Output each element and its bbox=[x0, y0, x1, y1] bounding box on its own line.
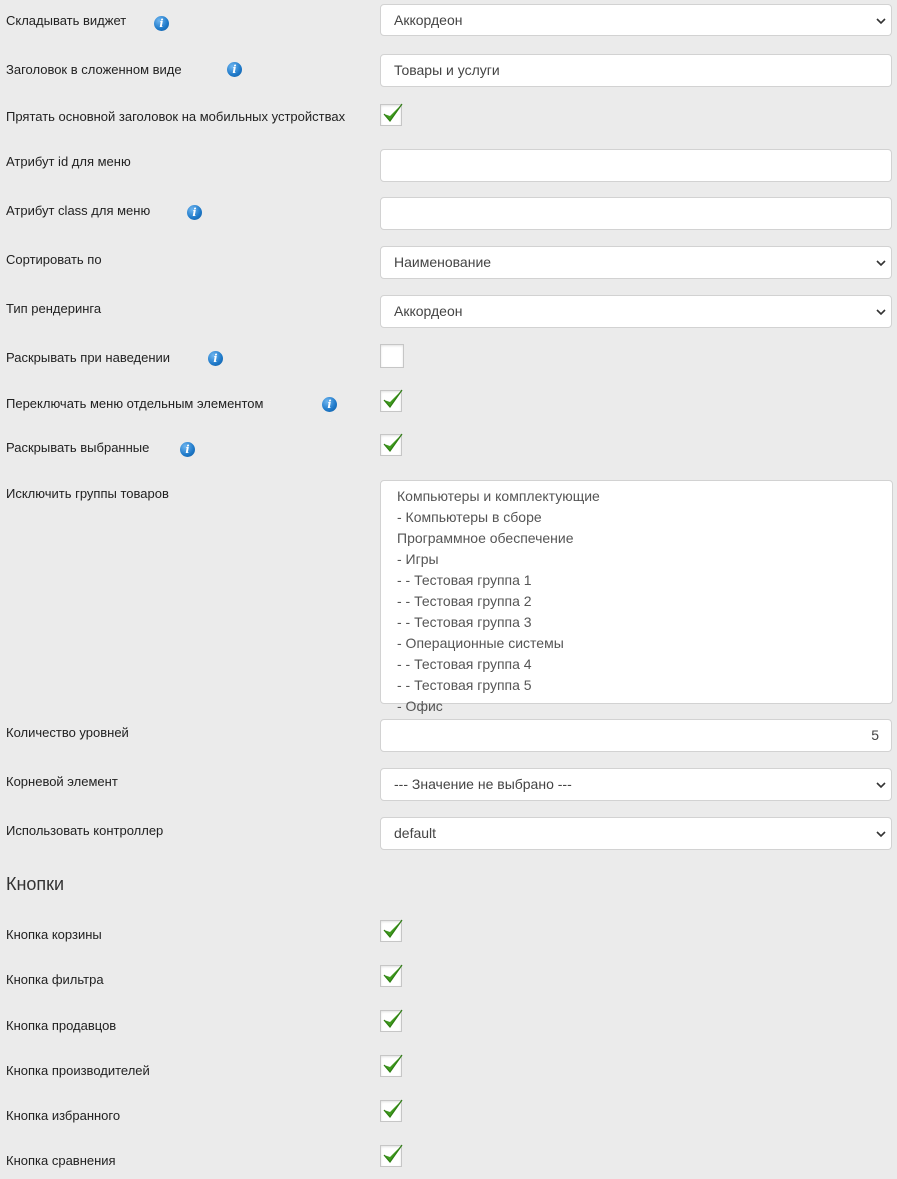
list-item[interactable]: - - Тестовая группа 2 bbox=[397, 593, 532, 609]
collapse-widget-select[interactable] bbox=[380, 4, 892, 36]
collapsed-title-value: Товары и услуги bbox=[394, 62, 500, 78]
menu-class-label: Атрибут class для меню bbox=[6, 203, 151, 218]
compare-button-checkbox[interactable] bbox=[380, 1145, 402, 1167]
menu-id-input[interactable] bbox=[380, 149, 892, 182]
info-icon[interactable]: i bbox=[187, 205, 202, 220]
toggle-separate-label: Переключать меню отдельным элементом bbox=[6, 396, 264, 411]
info-icon[interactable]: i bbox=[154, 16, 169, 31]
use-controller-value: default bbox=[394, 825, 437, 841]
sellers-button-checkbox[interactable] bbox=[380, 1010, 402, 1032]
chevron-down-icon bbox=[875, 828, 887, 840]
info-icon[interactable]: i bbox=[322, 397, 337, 412]
info-icon[interactable]: i bbox=[180, 442, 195, 457]
expand-selected-checkbox[interactable] bbox=[380, 434, 402, 456]
list-item[interactable]: - Компьютеры в сборе bbox=[397, 509, 542, 525]
levels-count-input[interactable] bbox=[380, 719, 892, 752]
use-controller-select[interactable] bbox=[380, 817, 892, 850]
render-type-label: Тип рендеринга bbox=[6, 301, 102, 316]
favorites-button-label: Кнопка избранного bbox=[6, 1108, 121, 1123]
render-type-value: Аккордеон bbox=[394, 303, 463, 319]
list-item[interactable]: - - Тестовая группа 1 bbox=[397, 572, 532, 588]
levels-count-value: 5 bbox=[871, 727, 879, 743]
info-icon[interactable]: i bbox=[208, 351, 223, 366]
list-item[interactable]: - - Тестовая группа 5 bbox=[397, 677, 532, 693]
sort-by-value: Наименование bbox=[394, 254, 492, 270]
cart-button-checkbox[interactable] bbox=[380, 920, 402, 942]
checkmark-icon bbox=[382, 431, 404, 455]
info-icon[interactable]: i bbox=[227, 62, 242, 77]
checkmark-icon bbox=[382, 962, 404, 986]
hide-main-title-checkbox[interactable] bbox=[380, 104, 402, 126]
checkmark-icon bbox=[382, 387, 404, 411]
checkmark-icon bbox=[382, 917, 404, 941]
list-item[interactable]: - - Тестовая группа 3 bbox=[397, 614, 532, 630]
hide-main-title-label: Прятать основной заголовок на мобильных устройствах bbox=[6, 109, 346, 124]
checkmark-icon bbox=[382, 1142, 404, 1166]
root-element-label: Корневой элемент bbox=[6, 774, 118, 789]
buttons-section-title: Кнопки bbox=[6, 874, 65, 894]
checkmark-icon bbox=[382, 1052, 404, 1076]
filter-button-label: Кнопка фильтра bbox=[6, 972, 104, 987]
sellers-button-label: Кнопка продавцов bbox=[6, 1018, 117, 1033]
chevron-down-icon bbox=[875, 15, 887, 27]
collapse-widget-label: Складывать виджет bbox=[6, 13, 127, 28]
menu-id-label: Атрибут id для меню bbox=[6, 154, 131, 169]
favorites-button-checkbox[interactable] bbox=[380, 1100, 402, 1122]
exclude-groups-label: Исключить группы товаров bbox=[6, 486, 169, 501]
collapsed-title-label: Заголовок в сложенном виде bbox=[6, 62, 182, 77]
list-item[interactable]: - Операционные системы bbox=[397, 635, 564, 651]
collapse-widget-value: Аккордеон bbox=[394, 12, 463, 28]
checkmark-icon bbox=[382, 1097, 404, 1121]
chevron-down-icon bbox=[875, 306, 887, 318]
expand-on-hover-label: Раскрывать при наведении bbox=[6, 350, 171, 365]
use-controller-label: Использовать контроллер bbox=[6, 823, 164, 838]
manufacturers-button-checkbox[interactable] bbox=[380, 1055, 402, 1077]
expand-selected-label: Раскрывать выбранные bbox=[6, 440, 150, 455]
root-element-select[interactable] bbox=[380, 768, 892, 801]
exclude-groups-listbox[interactable] bbox=[380, 480, 893, 714]
render-type-select[interactable] bbox=[380, 295, 892, 328]
chevron-down-icon bbox=[875, 257, 887, 269]
levels-count-label: Количество уровней bbox=[6, 725, 129, 740]
sort-by-select[interactable] bbox=[380, 246, 892, 279]
list-item[interactable]: - - Тестовая группа 4 bbox=[397, 656, 532, 672]
filter-button-checkbox[interactable] bbox=[380, 965, 402, 987]
collapsed-title-input[interactable] bbox=[380, 54, 892, 87]
checkmark-icon bbox=[382, 101, 404, 125]
list-item[interactable]: - Офис bbox=[397, 698, 443, 714]
list-item[interactable]: Компьютеры и комплектующие bbox=[397, 488, 600, 504]
root-element-value: --- Значение не выбрано --- bbox=[394, 776, 572, 792]
expand-on-hover-checkbox[interactable] bbox=[380, 344, 404, 368]
chevron-down-icon bbox=[875, 779, 887, 791]
sort-by-label: Сортировать по bbox=[6, 252, 102, 267]
menu-class-input[interactable] bbox=[380, 197, 892, 230]
toggle-separate-checkbox[interactable] bbox=[380, 390, 402, 412]
list-item[interactable]: - Игры bbox=[397, 551, 439, 567]
checkmark-icon bbox=[382, 1007, 404, 1031]
list-item[interactable]: Программное обеспечение bbox=[397, 530, 574, 546]
compare-button-label: Кнопка сравнения bbox=[6, 1153, 116, 1168]
manufacturers-button-label: Кнопка производителей bbox=[6, 1063, 150, 1078]
cart-button-label: Кнопка корзины bbox=[6, 927, 102, 942]
